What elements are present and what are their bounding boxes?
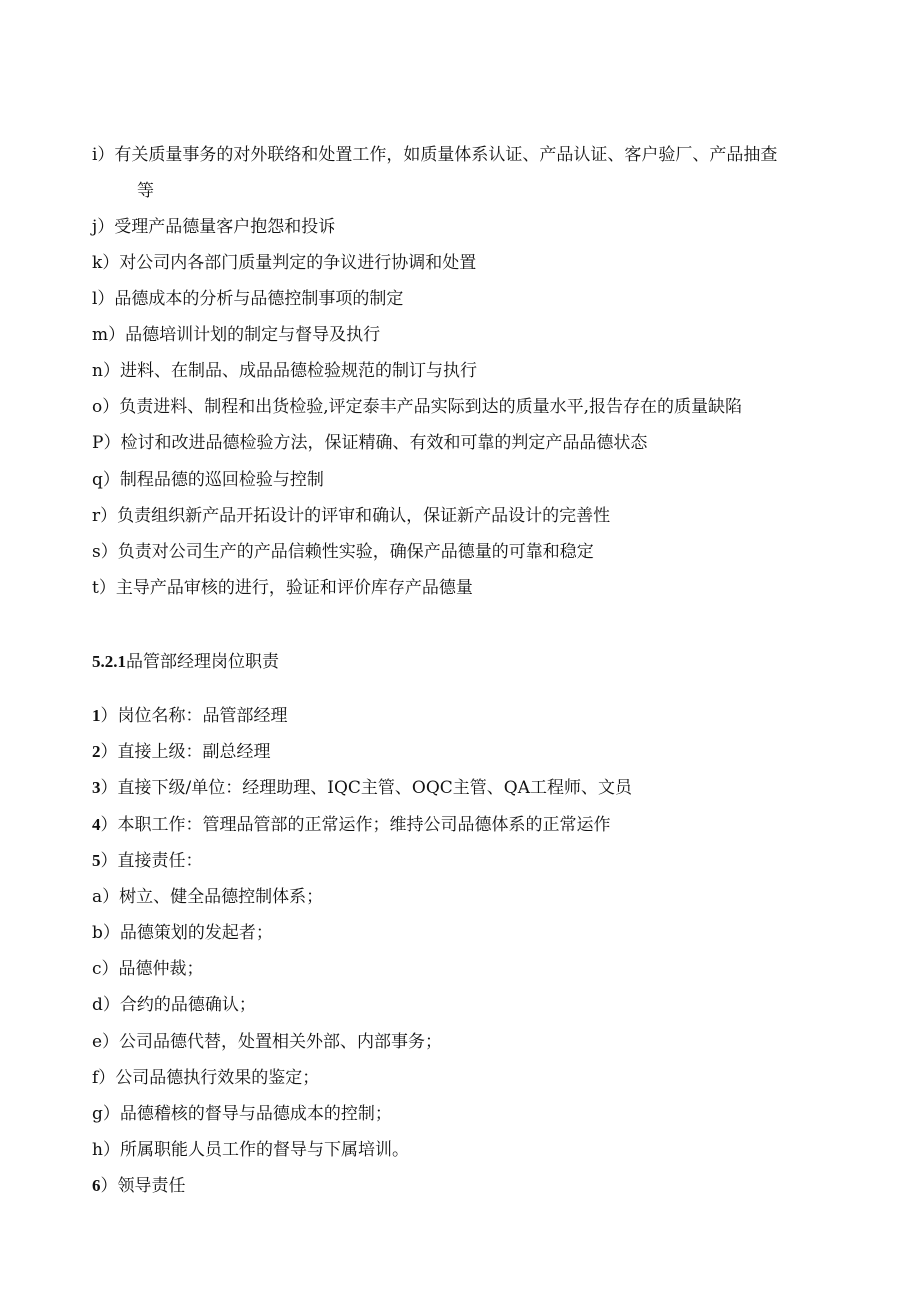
- list-item-i-continuation: 等: [137, 181, 154, 201]
- numbered-item-text: ）直接上级：副总经理: [100, 742, 271, 762]
- numbered-item-text: ）领导责任: [100, 1176, 186, 1196]
- numbered-item-number: 3: [92, 778, 101, 797]
- list-item-l: l）品德成本的分析与品德控制事项的制定: [92, 289, 404, 309]
- numbered-item-number: 1: [92, 706, 101, 725]
- numbered-item-text: ）直接下级/单位：经理助理、IQC主管、OQC主管、QA工程师、文员: [100, 778, 632, 798]
- numbered-item-text: ）岗位名称：品管部经理: [100, 706, 288, 726]
- duty-item-f: f）公司品德执行效果的鉴定；: [92, 1068, 320, 1088]
- numbered-item-2: [92, 741, 271, 763]
- list-item-o: o）负责进料、制程和出货检验,评定泰丰产品实际到达的质量水平,报告存在的质量缺陷: [92, 397, 743, 417]
- numbered-item-number: 4: [92, 815, 101, 834]
- duty-item-b: b）品德策划的发起者；: [92, 923, 273, 943]
- list-item-j: j）受理产品德量客户抱怨和投诉: [92, 217, 336, 237]
- section-heading: [92, 651, 279, 673]
- list-item-p: P）检讨和改进品德检验方法，保证精确、有效和可靠的判定产品品德状态: [92, 433, 648, 453]
- list-item-m: m）品德培训计划的制定与督导及执行: [92, 325, 381, 345]
- list-item-q: q）制程品德的巡回检验与控制: [92, 470, 324, 490]
- list-item-r: r）负责组织新产品开拓设计的评审和确认，保证新产品设计的完善性: [92, 506, 611, 526]
- duty-item-e: e）公司品德代替，处置相关外部、内部事务；: [92, 1032, 443, 1052]
- numbered-item-number: 5: [92, 851, 101, 870]
- numbered-item-number: 6: [92, 1176, 101, 1195]
- duty-item-c: c）品德仲裁；: [92, 959, 204, 979]
- numbered-item-number: 2: [92, 742, 101, 761]
- duty-item-h: h）所属职能人员工作的督导与下属培训。: [92, 1140, 409, 1160]
- numbered-item-text: ）本职工作：管理品管部的正常运作；维持公司品德体系的正常运作: [100, 815, 611, 835]
- list-item-s: s）负责对公司生产的产品信赖性实验，确保产品德量的可靠和稳定: [92, 542, 594, 562]
- list-item-k: k）对公司内各部门质量判定的争议进行协调和处置: [92, 253, 477, 273]
- list-item-n: n）进料、在制品、成品品德检验规范的制订与执行: [92, 361, 477, 381]
- section-heading-number: 5.2.1: [92, 652, 126, 671]
- list-item-i: i）有关质量事务的对外联络和处置工作，如质量体系认证、产品认证、客户验厂、产品抽查: [92, 145, 778, 165]
- numbered-item-1: [92, 705, 288, 727]
- duty-item-d: d）合约的品德确认；: [92, 995, 256, 1015]
- numbered-item-text: ）直接责任：: [100, 851, 203, 871]
- list-item-t: t）主导产品审核的进行，验证和评价库存产品德量: [92, 578, 473, 598]
- numbered-item-5: [92, 850, 203, 872]
- section-heading-text: 品管部经理岗位职责: [126, 652, 279, 672]
- duty-item-g: g）品德稽核的督导与品德成本的控制；: [92, 1104, 392, 1124]
- numbered-item-3: [92, 777, 632, 799]
- numbered-item-6: [92, 1175, 186, 1197]
- numbered-item-4: [92, 814, 611, 836]
- duty-item-a: a）树立、健全品德控制体系；: [92, 887, 324, 907]
